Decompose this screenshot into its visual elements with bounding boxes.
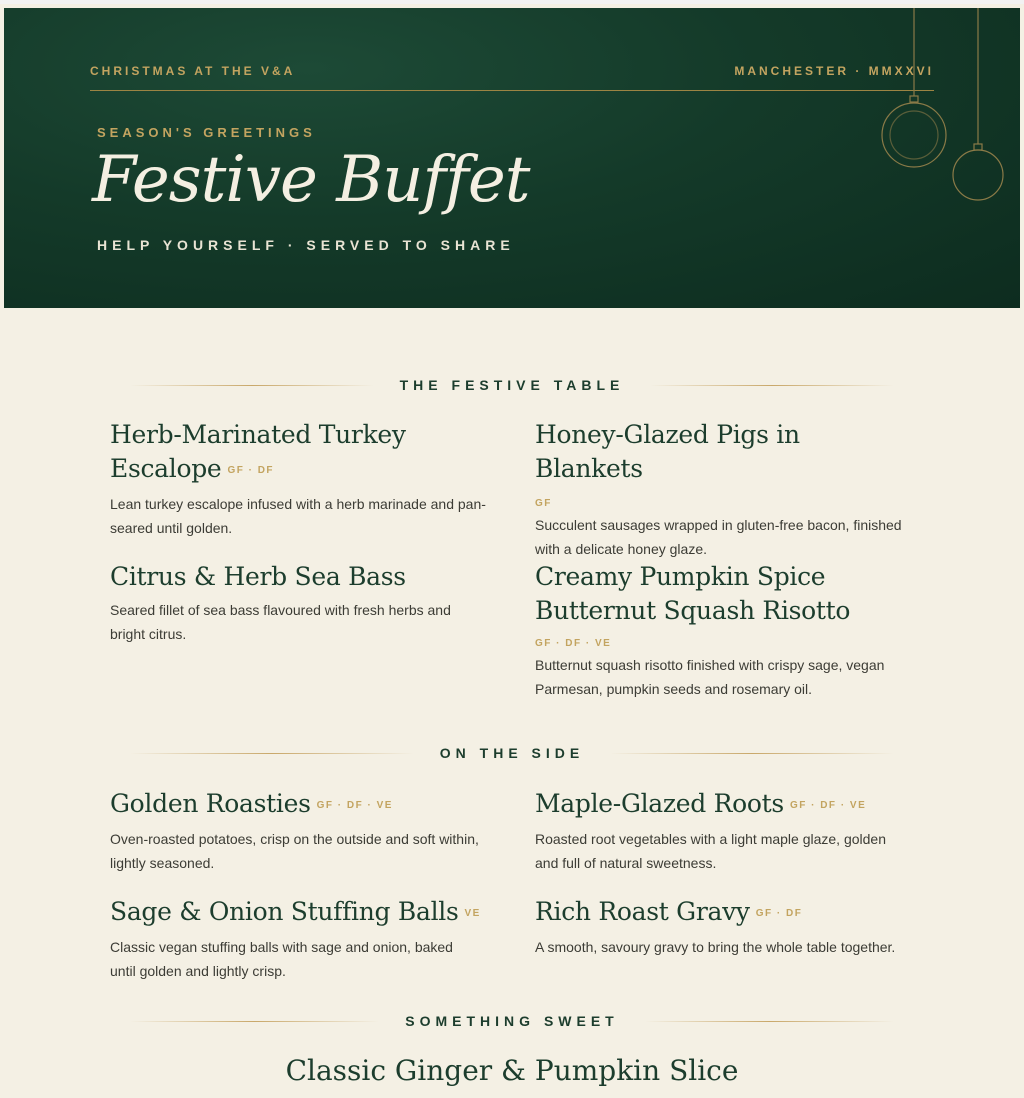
dish-name: Creamy Pumpkin Spice Butternut Squash Risotto: [535, 562, 851, 625]
menu-item: [535, 418, 915, 561]
dish-name: Rich Roast Gravy: [535, 897, 750, 926]
menu-item: [535, 787, 915, 875]
divider: [610, 753, 894, 754]
dish-description: A smooth, savoury gravy to bring the whole table together.: [535, 938, 896, 955]
menu-item: [110, 895, 500, 983]
menu-item: [110, 560, 490, 646]
section-heading: [130, 743, 894, 763]
dish-description: Oven-roasted potatoes, crisp on the outside and soft within, lightly seasoned.: [110, 830, 479, 871]
section-label: THE FESTIVE TABLE: [399, 377, 625, 393]
divider: [130, 385, 374, 386]
divider: [130, 753, 414, 754]
dish-name: Golden Roasties: [110, 789, 311, 818]
location-year-label: MANCHESTER · MMXXVI: [734, 64, 934, 78]
dish-name-line: [535, 787, 915, 823]
divider: [645, 1021, 894, 1022]
menu-item: [535, 895, 915, 959]
dish-name: Maple-Glazed Roots: [535, 789, 784, 818]
menu-subtitle: HELP YOURSELF · SERVED TO SHARE: [97, 237, 515, 253]
dish-description: Roasted root vegetables with a light maple glaze, golden and full of natural sweetness.: [535, 830, 886, 871]
dish-name-line: [110, 418, 410, 488]
section-heading: [130, 1011, 894, 1031]
season-kicker: SEASON'S GREETINGS: [97, 125, 316, 140]
header-topbar: [90, 60, 934, 91]
dietary-tags: GF · DF: [227, 464, 275, 476]
menu-item: [110, 418, 500, 540]
dietary-tags: GF · DF: [755, 907, 803, 919]
dish-name: Herb-Marinated Turkey Escalope: [110, 420, 406, 483]
section-label: ON THE SIDE: [439, 745, 585, 761]
divider: [650, 385, 894, 386]
section-label: SOMETHING SWEET: [405, 1013, 619, 1029]
dish-name-line: [110, 895, 500, 931]
bauble-ornaments: [880, 8, 1020, 308]
dish-name-line: [535, 895, 915, 931]
dish-description: Seared fillet of sea bass flavoured with fresh herbs and bright citrus.: [110, 602, 451, 642]
menu-header: [4, 8, 1020, 308]
dessert-name: Classic Ginger & Pumpkin Slice: [285, 1054, 739, 1087]
dietary-tags: GF: [535, 498, 552, 509]
dietary-tags: GF · DF · VE: [789, 799, 867, 811]
dietary-tags: GF · DF · VE: [535, 638, 612, 649]
dish-name: Honey-Glazed Pigs in Blankets: [535, 420, 800, 483]
bauble-icon: [953, 8, 1003, 200]
dish-name: Citrus & Herb Sea Bass: [110, 562, 406, 591]
divider: [130, 1021, 379, 1022]
bauble-icon: [882, 8, 946, 167]
dish-description: Succulent sausages wrapped in gluten-free bacon, finished with a delicate honey glaze.: [535, 517, 902, 557]
menu-item: [110, 787, 500, 875]
menu-item: [535, 560, 915, 701]
section-heading: [130, 375, 894, 395]
venue-label: CHRISTMAS AT THE V&A: [90, 64, 296, 78]
dish-name-line: [110, 787, 500, 823]
dietary-tags: GF · DF · VE: [316, 799, 393, 811]
dish-description: Lean turkey escalope infused with a herb marinade and pan-seared until golden.: [110, 495, 486, 536]
dish-name: Sage & Onion Stuffing Balls: [110, 897, 459, 926]
menu-title: Festive Buffet: [92, 143, 530, 217]
dish-description: Classic vegan stuffing balls with sage and onion, baked until golden and lightly crisp.: [110, 938, 453, 979]
dish-description: Butternut squash risotto finished with crispy sage, vegan Parmesan, pumpkin seeds and rosemary oil.: [535, 657, 885, 697]
dietary-tags: VE: [464, 907, 481, 919]
